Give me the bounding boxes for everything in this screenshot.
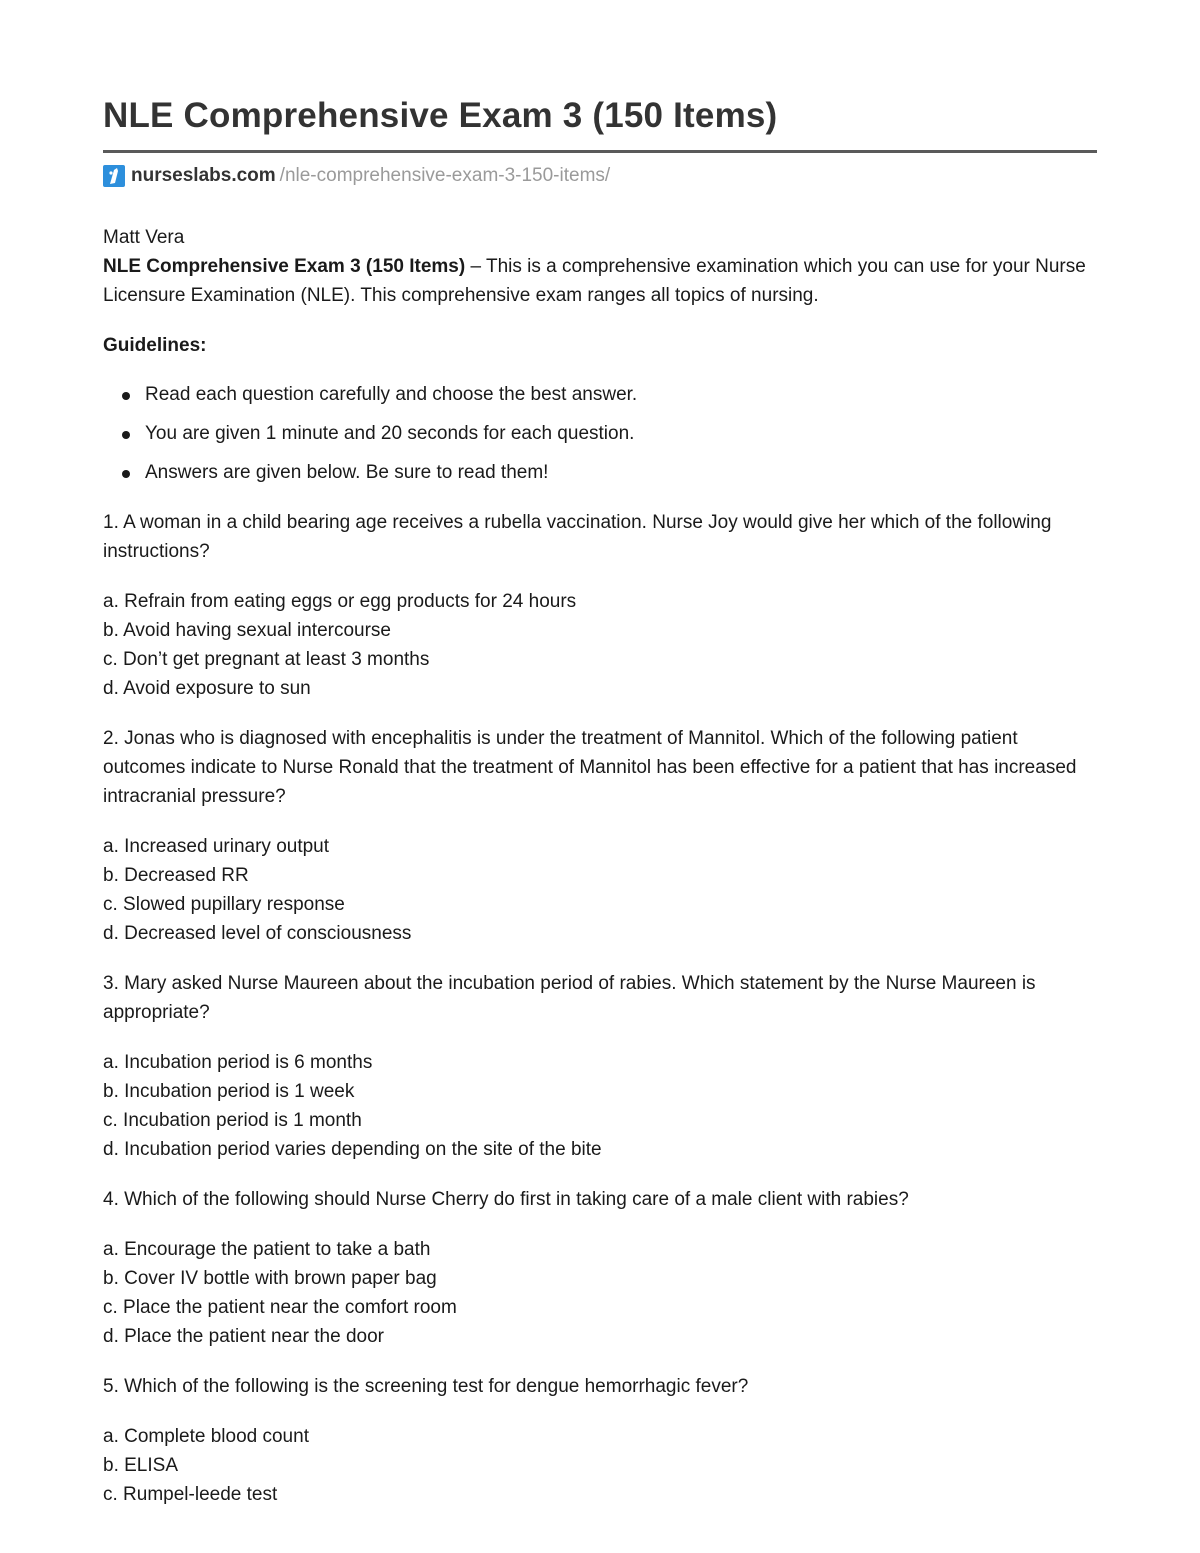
source-link[interactable]: [103, 164, 610, 188]
option: c. Don’t get pregnant at least 3 months: [103, 649, 430, 670]
option: b. Incubation period is 1 week: [103, 1081, 355, 1102]
nurseslabs-logo-icon: [103, 165, 125, 187]
option: b. Decreased RR: [103, 865, 249, 886]
question-4: 4. Which of the following should Nurse Cherry do first in taking care of a male client with rabies?: [103, 1189, 909, 1210]
question-2: 2. Jonas who is diagnosed with encephalitis is under the treatment of Mannitol. Which of the following patient outcomes indicate to Nurse Ronald that the treatment of Mannitol has been effective for a patient that has increased intracranial pressure?: [103, 728, 1077, 807]
question-3: 3. Mary asked Nurse Maureen about the incubation period of rabies. Which statement by the Nurse Maureen is appropriate?: [103, 973, 1036, 1023]
guideline-item: Read each question carefully and choose the best answer.: [103, 380, 1097, 409]
option: b. ELISA: [103, 1455, 178, 1476]
page-title: NLE Comprehensive Exam 3 (150 Items): [103, 96, 778, 135]
option: d. Avoid exposure to sun: [103, 678, 311, 699]
option: b. Cover IV bottle with brown paper bag: [103, 1268, 437, 1289]
guideline-item: Answers are given below. Be sure to read them!: [103, 458, 1097, 487]
option: d. Incubation period varies depending on the site of the bite: [103, 1139, 602, 1160]
document-body: [103, 223, 1097, 1530]
question-4-options: [103, 1235, 1097, 1351]
question-1-options: [103, 587, 1097, 703]
title-divider: [103, 150, 1097, 153]
question-5: 5. Which of the following is the screening test for dengue hemorrhagic fever?: [103, 1376, 749, 1397]
intro-text: – This is a comprehensive examination which you can use for your Nurse Licensure Examination (NLE). This comprehensive exam ranges all topics of nursing.: [103, 256, 1086, 306]
guideline-item: You are given 1 minute and 20 seconds for each question.: [103, 419, 1097, 448]
source-site[interactable]: nurseslabs.com: [131, 165, 276, 186]
source-path[interactable]: /nle-comprehensive-exam-3-150-items/: [279, 165, 611, 186]
author-name: Matt Vera: [103, 227, 185, 248]
guidelines-heading: Guidelines:: [103, 335, 207, 356]
option: a. Complete blood count: [103, 1426, 309, 1447]
intro-bold-title: NLE Comprehensive Exam 3 (150 Items): [103, 256, 466, 277]
option: a. Increased urinary output: [103, 836, 330, 857]
option: d. Place the patient near the door: [103, 1326, 384, 1347]
question-1: 1. A woman in a child bearing age receives a rubella vaccination. Nurse Joy would give her which of the following instructions?: [103, 512, 1052, 562]
intro-paragraph: [103, 252, 1097, 310]
option: a. Encourage the patient to take a bath: [103, 1239, 431, 1260]
guidelines-list: [103, 380, 1097, 487]
option: c. Incubation period is 1 month: [103, 1110, 362, 1131]
option: a. Refrain from eating eggs or egg products for 24 hours: [103, 591, 577, 612]
question-2-options: [103, 832, 1097, 948]
question-3-options: [103, 1048, 1097, 1164]
option: c. Rumpel-leede test: [103, 1484, 278, 1505]
option: a. Incubation period is 6 months: [103, 1052, 373, 1073]
option: b. Avoid having sexual intercourse: [103, 620, 391, 641]
option: c. Slowed pupillary response: [103, 894, 345, 915]
option: c. Place the patient near the comfort room: [103, 1297, 457, 1318]
option: d. Decreased level of consciousness: [103, 923, 412, 944]
question-5-options: [103, 1422, 1097, 1509]
